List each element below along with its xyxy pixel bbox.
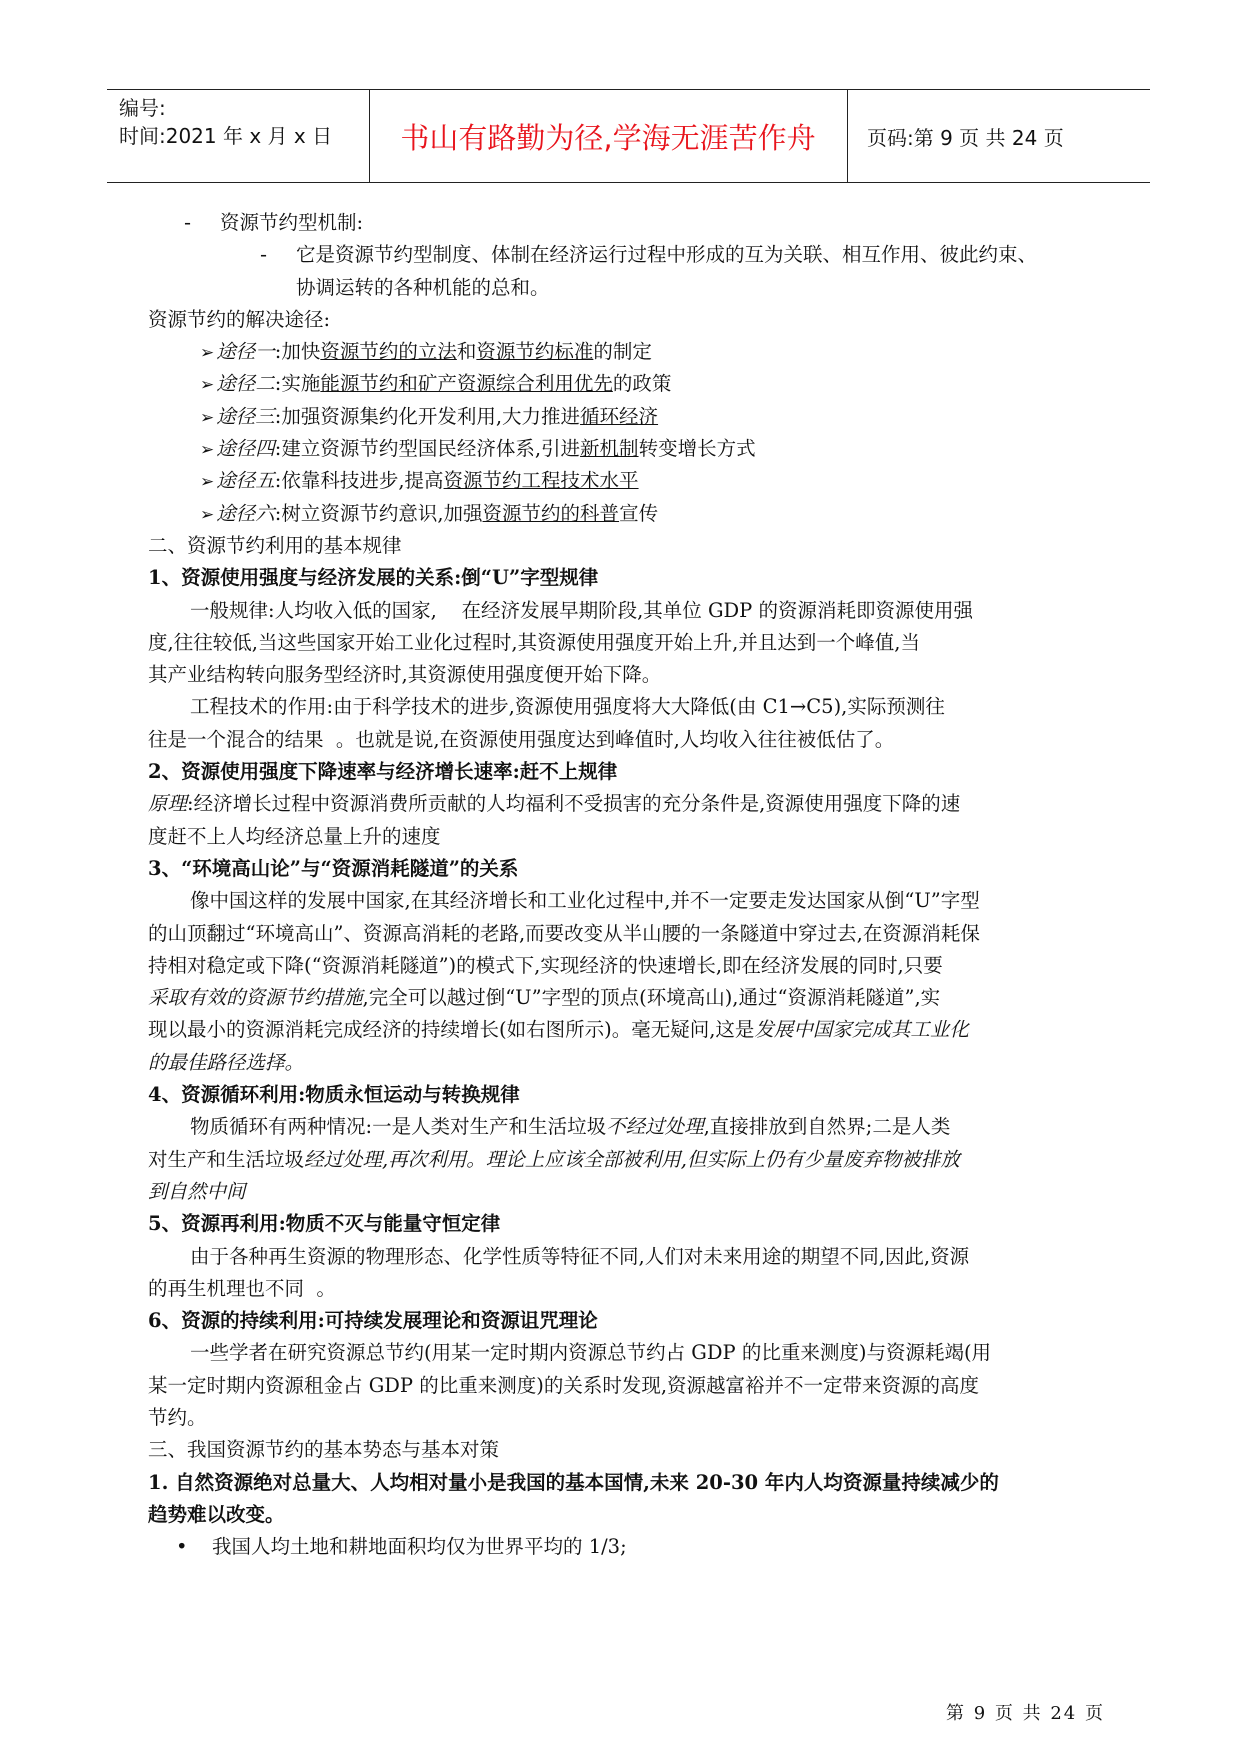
subsection-title: 5、资源再利用:物质不灭与能量守恒定律 — [148, 1212, 501, 1236]
paragraph-line: 的再生机理也不同 。 — [148, 1276, 336, 1300]
header-motto: 书山有路勤为径,学海无涯苦作舟 — [400, 120, 816, 155]
paragraph-line: 度赶不上人均经济总量上升的速度 — [148, 824, 441, 848]
solution-item: ➢ 途径二:实施能源节约和矿产资源综合利用优先的政策 — [200, 372, 672, 396]
paragraph-line: 采取有效的资源节约措施,完全可以越过倒“U”字型的顶点(环境高山),通过“资源消耗隧道”,实 — [148, 986, 941, 1010]
dash-bullet-icon: - — [184, 211, 192, 234]
subsection-title: 1、资源使用强度与经济发展的关系:倒“U”字型规律 — [148, 566, 599, 590]
subsection-title: 3、“环境高山论”与“资源消耗隧道”的关系 — [148, 856, 519, 880]
paragraph-line: 往是一个混合的结果 。也就是说,在资源使用强度达到峰值时,人均收入往往被低估了。 — [148, 727, 895, 751]
dash-bullet-icon: - — [260, 243, 268, 267]
header-divider — [847, 90, 848, 182]
paragraph-line: 某一定时期内资源租金占 GDP 的比重来测度)的关系时发现,资源越富裕并不一定带来资源的高度 — [148, 1373, 980, 1397]
list-item: • 我国人均土地和耕地面积均仅为世界平均的 1/3; — [148, 1531, 1101, 1563]
mechanism-def-line — [148, 239, 1101, 271]
paragraph-line: 一般规律:人均收入低的国家, 在经济发展早期阶段,其单位 GDP 的资源消耗即资源使用强 — [190, 598, 973, 622]
document-header — [107, 89, 1150, 183]
solutions-heading: 资源节约的解决途径: — [148, 307, 331, 331]
time-label: 时间:2021 年 x 月 x 日 — [119, 124, 333, 148]
subsection-title: 6、资源的持续利用:可持续发展理论和资源诅咒理论 — [148, 1309, 598, 1333]
arrow-bullet-icon: ➢ — [200, 375, 215, 396]
paragraph-line: 由于各种再生资源的物理形态、化学性质等特征不同,人们对未来用途的期望不同,因此,资源 — [190, 1244, 970, 1268]
header-meta — [119, 94, 332, 150]
topic-title: 趋势难以改变。 — [148, 1502, 285, 1526]
arrow-bullet-icon: ➢ — [200, 440, 215, 461]
paragraph-line: 物质循环有两种情况:一是人类对生产和生活垃圾不经过处理,直接排放到自然界;二是人类 — [190, 1115, 951, 1139]
mechanism-title-line — [148, 207, 1101, 239]
number-label: 编号: — [119, 96, 166, 120]
subsection-title: 2、资源使用强度下降速率与经济增长速率:赶不上规律 — [148, 760, 618, 784]
paragraph-line: 的山顶翻过“环境高山”、资源高消耗的老路,而要改变从半山腰的一条隧道中穿过去,在资源消耗保 — [148, 921, 980, 945]
solution-item: ➢ 途径四:建立资源节约型国民经济体系,引进新机制转变增长方式 — [200, 437, 756, 461]
mechanism-title: 资源节约型机制: — [220, 211, 364, 234]
paragraph-line: 持相对稳定或下降(“资源消耗隧道”)的模式下,实现经济的快速增长,即在经济发展的同时,只要 — [148, 953, 943, 977]
section-heading: 三、我国资源节约的基本势态与基本对策 — [148, 1438, 500, 1462]
arrow-bullet-icon: ➢ — [200, 504, 215, 525]
dot-bullet-icon: • — [176, 1535, 188, 1559]
paragraph-line: 度,往往较低,当这些国家开始工业化过程时,其资源使用强度开始上升,并且达到一个峰值,当 — [148, 630, 920, 654]
topic-title: 1. 自然资源绝对总量大、人均相对量小是我国的基本国情,未来 20-30 年内人均资源量持续减少的 — [148, 1470, 999, 1494]
arrow-bullet-icon: ➢ — [200, 472, 215, 493]
paragraph-line: 现以最小的资源消耗完成经济的持续增长(如右图所示)。毫无疑问,这是发展中国家完成其工业化 — [148, 1018, 969, 1042]
paragraph-line: 原理:经济增长过程中资源消费所贡献的人均福利不受损害的充分条件是,资源使用强度下降的速 — [148, 792, 961, 816]
paragraph-line: 像中国这样的发展中国家,在其经济增长和工业化过程中,并不一定要走发达国家从倒“U”字型 — [190, 889, 980, 913]
paragraph-line: 到自然中间 — [148, 1179, 246, 1203]
header-page-info: 页码:第 9 页 共 24 页 — [867, 125, 1064, 150]
paragraph-line: 对生产和生活垃圾经过处理,再次利用。理论上应该全部被利用,但实际上仍有少量废弃物被排放 — [148, 1147, 960, 1171]
section-heading: 二、资源节约利用的基本规律 — [148, 533, 402, 557]
paragraph-line: 一些学者在研究资源总节约(用某一定时期内资源总节约占 GDP 的比重来测度)与资源耗竭(用 — [190, 1341, 992, 1365]
mechanism-def-line: 协调运转的各种机能的总和。 — [296, 275, 550, 299]
solution-item: ➢ 途径六:树立资源节约意识,加强资源节约的科普宣传 — [200, 501, 659, 525]
solution-item: ➢ 途径五:依靠科技进步,提高资源节约工程技术水平 — [200, 469, 639, 493]
paragraph-line: 的最佳路径选择。 — [148, 1050, 305, 1074]
page-footer: 第 9 页 共 24 页 — [946, 1703, 1105, 1724]
paragraph-line: 其产业结构转向服务型经济时,其资源使用强度便开始下降。 — [148, 663, 662, 687]
subsection-title: 4、资源循环利用:物质永恒运动与转换规律 — [148, 1083, 520, 1107]
paragraph-line: 节约。 — [148, 1405, 207, 1429]
paragraph-line: 工程技术的作用:由于科学技术的进步,资源使用强度将大大降低(由 C1→C5),实际预测往 — [190, 695, 945, 719]
solution-item: ➢ 途径一:加快资源节约的立法和资源节约标准的制定 — [200, 340, 652, 364]
solution-item: ➢ 途径三:加强资源集约化开发利用,大力推进循环经济 — [200, 404, 659, 428]
arrow-bullet-icon: ➢ — [200, 407, 215, 428]
document-body — [148, 207, 1101, 1563]
mechanism-def-text: 它是资源节约型制度、体制在经济运行过程中形成的互为关联、相互作用、彼此约束、 — [296, 243, 1038, 267]
arrow-bullet-icon: ➢ — [200, 343, 215, 364]
